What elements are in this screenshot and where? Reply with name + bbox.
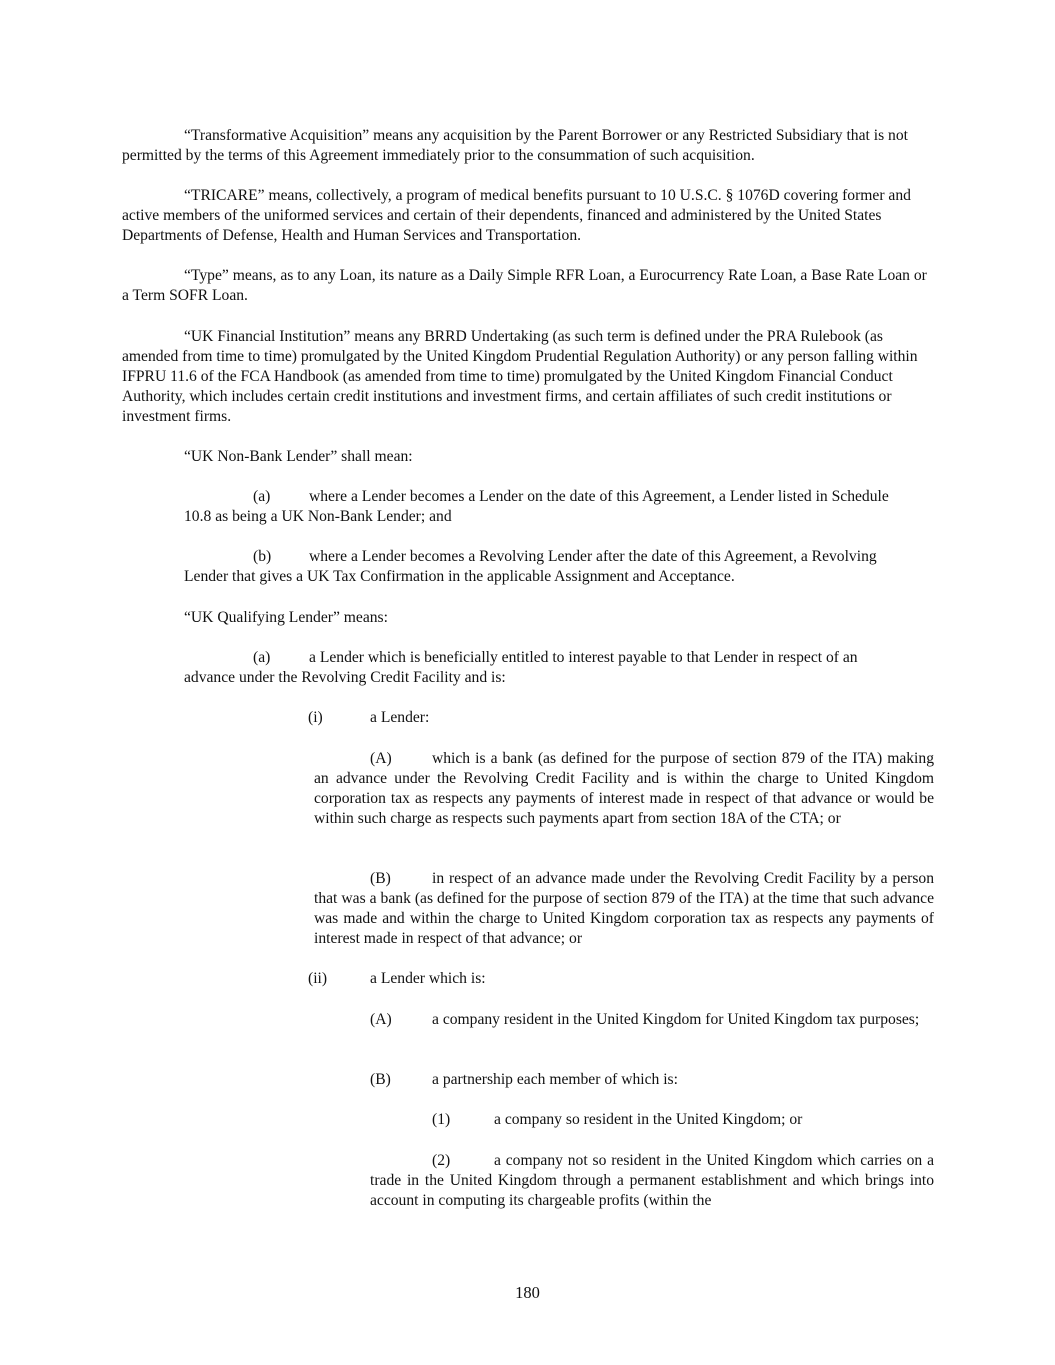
uk-qualifying-lender-clause-ii-B-1	[370, 1110, 934, 1130]
definition-transformative-acquisition: “Transformative Acquisition” means any acquisition by the Parent Borrower or any Restricted Subsidiary that is not permitted by the terms of this Agreement immediately prior to the consummation of such acquisition.	[122, 127, 908, 164]
uk-qualifying-lender-clause-ii	[308, 969, 608, 989]
clause-text: a company not so resident in the United Kingdom which carries on a trade in the United Kingdom through a permanent establishment and which brings into account in computing its chargeable profits (within the	[370, 1152, 934, 1209]
clause-label: (B)	[370, 870, 391, 887]
clause-label: (A)	[370, 750, 392, 767]
clause-text: which is a bank (as defined for the purpose of section 879 of the ITA) making an advance under the Revolving Credit Facility and is within the charge to United Kingdom corporation tax as respects any payments of interest made in respect of that advance or would be within such charge as respects such payments apart from section 18A of the CTA; or	[314, 750, 934, 827]
uk-qualifying-lender-clause-ii-A	[314, 1010, 934, 1030]
uk-qualifying-lender-clause-ii-B	[314, 1070, 934, 1090]
clause-text: a Lender which is beneficially entitled to interest payable to that Lender in respect of an advance under the Revolving Credit Facility and is:	[184, 649, 858, 686]
definition-type: “Type” means, as to any Loan, its nature as a Daily Simple RFR Loan, a Eurocurrency Rate Loan, a Base Rate Loan or a Term SOFR Loan.	[122, 267, 927, 304]
uk-non-bank-lender-clause-a	[184, 487, 904, 527]
page-number: 180	[515, 1283, 540, 1302]
clause-label: (B)	[370, 1071, 391, 1088]
clause-text: a partnership each member of which is:	[432, 1071, 678, 1088]
clause-label: (A)	[370, 1011, 392, 1028]
clause-text: a company so resident in the United Kingdom; or	[494, 1111, 803, 1128]
definition-uk-qualifying-lender-intro: “UK Qualifying Lender” means:	[184, 609, 388, 626]
clause-label: (i)	[308, 709, 323, 726]
definition-uk-financial-institution: “UK Financial Institution” means any BRRD Undertaking (as such term is defined under the PRA Rulebook (as amended from time to time) promulgated by the United Kingdom Prudential Regulation Authority) or any person falling within IFPRU 11.6 of the FCA Handbook (as amended from time to time) promulgated by the United Kingdom Financial Conduct Authority, which includes certain credit institutions and investment firms, and certain affiliates of such credit institutions or investment firms.	[122, 328, 918, 425]
definition-uk-non-bank-lender-intro: “UK Non-Bank Lender” shall mean:	[184, 448, 413, 465]
uk-qualifying-lender-clause-i-B	[314, 869, 934, 949]
clause-text: where a Lender becomes a Revolving Lender after the date of this Agreement, a Revolving Lender that gives a UK Tax Confirmation in the applicable Assignment and Acceptance.	[184, 548, 877, 585]
clause-text: a company resident in the United Kingdom for United Kingdom tax purposes;	[432, 1011, 920, 1028]
clause-text: where a Lender becomes a Lender on the date of this Agreement, a Lender listed in Schedule 10.8 as being a UK Non-Bank Lender; and	[184, 488, 889, 525]
clause-label: (b)	[253, 548, 272, 565]
uk-qualifying-lender-clause-ii-B-2	[370, 1151, 934, 1211]
uk-non-bank-lender-clause-b	[184, 547, 904, 587]
uk-qualifying-lender-clause-i-A	[314, 749, 934, 829]
clause-text: in respect of an advance made under the Revolving Credit Facility by a person that was a bank (as defined for the purpose of section 879 of the ITA) at the time that such advance was made and within the charge to United Kingdom corporation tax as respects any payments of interest made in respect of that advance; or	[314, 870, 934, 947]
uk-qualifying-lender-clause-a	[184, 648, 904, 688]
clause-label: (a)	[253, 488, 271, 505]
clause-label: (1)	[432, 1111, 451, 1128]
definition-tricare: “TRICARE” means, collectively, a program of medical benefits pursuant to 10 U.S.C. § 1076D covering former and active members of the uniformed services and certain of their dependents, financed and administered by the United States Departments of Defense, Health and Human Services and Transportation.	[122, 187, 911, 244]
clause-label: (ii)	[308, 970, 328, 987]
uk-qualifying-lender-clause-i	[308, 708, 608, 728]
clause-text: a Lender:	[370, 709, 430, 726]
clause-text: a Lender which is:	[370, 970, 486, 987]
clause-label: (2)	[432, 1152, 451, 1169]
clause-label: (a)	[253, 649, 271, 666]
